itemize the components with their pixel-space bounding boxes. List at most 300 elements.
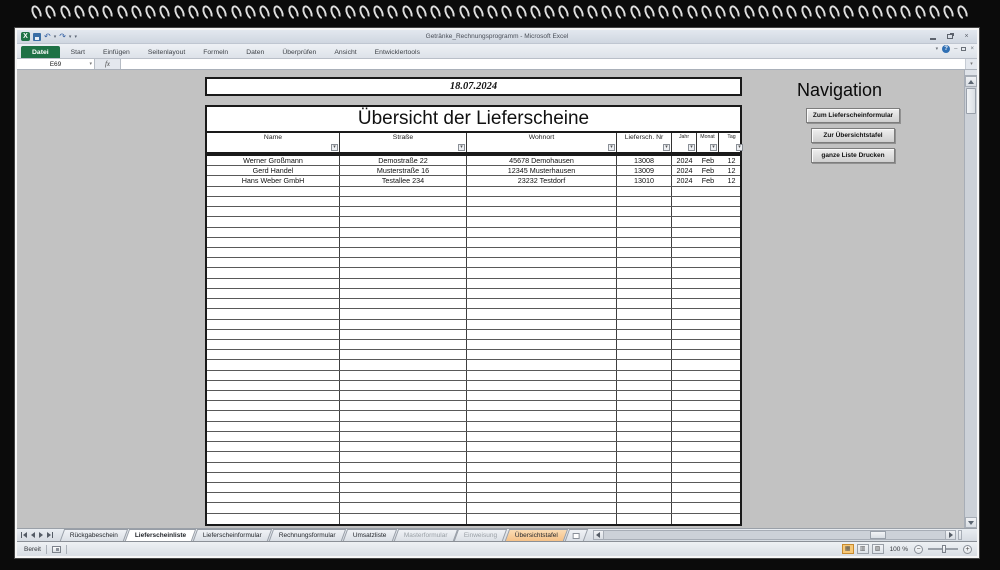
cell-tag[interactable]: 12 [727, 166, 736, 176]
cell-wohnort[interactable] [467, 197, 617, 206]
cell-date-group[interactable] [672, 299, 740, 308]
binding-ring [115, 3, 129, 20]
cell-name[interactable] [207, 483, 340, 492]
cell-strasse[interactable] [340, 452, 467, 461]
cell-date-group[interactable] [672, 514, 740, 524]
cell-strasse[interactable] [340, 360, 467, 369]
cell-liefersch-nr[interactable] [617, 309, 672, 318]
cell-date-group[interactable] [672, 340, 740, 349]
binding-ring [927, 3, 941, 20]
collapse-ribbon-icon[interactable]: ▾ [935, 46, 939, 52]
cell-strasse[interactable]: Demostraße 22 [340, 156, 467, 165]
cell-strasse[interactable] [340, 238, 467, 247]
cell-wohnort[interactable] [467, 360, 617, 369]
sheet-tab-rechnungsformular[interactable] [269, 529, 346, 541]
binding-ring [799, 3, 813, 20]
cell-date-group[interactable] [672, 289, 740, 298]
filter-dropdown-icon[interactable]: ▾ [736, 144, 743, 151]
normal-view-button[interactable]: ▦ [842, 544, 854, 554]
zoom-slider-track[interactable] [928, 548, 958, 550]
cell-wohnort[interactable] [467, 268, 617, 277]
cell-date-group[interactable] [672, 248, 740, 257]
cell-liefersch-nr[interactable]: 13009 [617, 166, 672, 175]
cell-wohnort[interactable] [467, 483, 617, 492]
cell-wohnort[interactable] [467, 493, 617, 502]
cell-date-group[interactable] [672, 350, 740, 359]
sheet-tab-uebersichtstafel[interactable] [504, 529, 567, 541]
binding-ring [428, 3, 442, 20]
cell-wohnort[interactable] [467, 371, 617, 380]
cell-wohnort[interactable]: 45678 Demohausen [467, 156, 617, 165]
filter-dropdown-icon[interactable]: ▾ [688, 144, 695, 151]
cell-name[interactable] [207, 391, 340, 400]
cell-liefersch-nr[interactable]: 13010 [617, 176, 672, 185]
binding-ring [913, 3, 927, 20]
cell-wohnort[interactable] [467, 381, 617, 390]
cell-date-group[interactable] [672, 320, 740, 329]
cell-name[interactable] [207, 217, 340, 226]
sheet-tab-einweisung[interactable] [454, 529, 508, 541]
cell-date-group[interactable] [672, 176, 740, 185]
cell-wohnort[interactable] [467, 391, 617, 400]
sheet-tab-umsatzliste[interactable] [343, 529, 397, 541]
sheet-tab-rueckgabeschein[interactable] [60, 529, 128, 541]
cell-date-group[interactable] [672, 197, 740, 206]
cell-name[interactable] [207, 432, 340, 441]
binding-ring [728, 3, 742, 20]
cell-tag[interactable]: 12 [727, 176, 736, 186]
cell-liefersch-nr[interactable] [617, 197, 672, 206]
cell-liefersch-nr[interactable] [617, 503, 672, 512]
cell-strasse[interactable] [340, 258, 467, 267]
scroll-down-button[interactable] [965, 517, 977, 528]
cell-liefersch-nr[interactable] [617, 187, 672, 196]
cell-date-group[interactable] [672, 422, 740, 431]
cell-strasse[interactable] [340, 187, 467, 196]
cell-name[interactable] [207, 228, 340, 237]
cell-date-group[interactable] [672, 371, 740, 380]
cell-wohnort[interactable] [467, 401, 617, 410]
cell-name[interactable] [207, 371, 340, 380]
cell-name[interactable] [207, 514, 340, 524]
cell-strasse[interactable] [340, 309, 467, 318]
binding-ring [471, 3, 485, 20]
filter-dropdown-icon[interactable]: ▾ [458, 144, 465, 151]
binding-ring [44, 3, 58, 20]
binding-ring [557, 3, 571, 20]
cell-wohnort[interactable] [467, 207, 617, 216]
fx-icon[interactable]: fx [95, 59, 121, 69]
cell-name[interactable] [207, 320, 340, 329]
cell-name[interactable] [207, 422, 340, 431]
cell-date-group[interactable] [672, 207, 740, 216]
cell-wohnort[interactable] [467, 320, 617, 329]
cell-name[interactable] [207, 207, 340, 216]
cell-wohnort[interactable] [467, 473, 617, 482]
ribbon-tab-strip [17, 44, 977, 59]
cell-strasse[interactable] [340, 381, 467, 390]
undo-icon[interactable]: ↶ [44, 31, 51, 41]
cell-monat[interactable]: Feb [701, 166, 715, 176]
table-row [207, 514, 740, 524]
nav-button-zum-lieferscheinformular[interactable]: Zum Lieferscheinformular [806, 108, 900, 123]
cell-name[interactable] [207, 463, 340, 472]
table-row [207, 228, 740, 238]
cell-date-group[interactable] [672, 187, 740, 196]
cell-date-group[interactable] [672, 493, 740, 502]
cell-liefersch-nr[interactable] [617, 207, 672, 216]
cell-date-group[interactable] [672, 442, 740, 451]
cell-name[interactable] [207, 279, 340, 288]
next-sheet-button[interactable] [39, 532, 43, 538]
sheet-tab-lieferscheinliste[interactable] [125, 529, 197, 541]
column-label: Straße [392, 134, 414, 141]
cell-wohnort[interactable] [467, 442, 617, 451]
cell-strasse[interactable] [340, 463, 467, 472]
cell-strasse[interactable] [340, 248, 467, 257]
cell-monat[interactable]: Feb [701, 176, 715, 186]
cell-strasse[interactable] [340, 268, 467, 277]
cell-date-group[interactable] [672, 268, 740, 277]
cell-liefersch-nr[interactable]: 13008 [617, 156, 672, 165]
cell-name[interactable] [207, 411, 340, 420]
cell-liefersch-nr[interactable] [617, 514, 672, 524]
ribbon-tab-daten[interactable]: Daten [246, 49, 265, 56]
cell-name[interactable] [207, 238, 340, 247]
cell-strasse[interactable] [340, 320, 467, 329]
cell-liefersch-nr[interactable] [617, 411, 672, 420]
cell-wohnort[interactable] [467, 187, 617, 196]
cell-strasse[interactable] [340, 514, 467, 524]
formula-input[interactable] [121, 59, 965, 69]
cell-name[interactable] [207, 360, 340, 369]
binding-ring [129, 3, 143, 20]
cell-wohnort[interactable]: 23232 Testdorf [467, 176, 617, 185]
cell-name[interactable] [207, 401, 340, 410]
binding-ring [756, 3, 770, 20]
cell-liefersch-nr[interactable] [617, 432, 672, 441]
cell-strasse[interactable] [340, 493, 467, 502]
cell-liefersch-nr[interactable] [617, 299, 672, 308]
cell-date-group[interactable] [672, 330, 740, 339]
table-row [207, 320, 740, 330]
cell-name[interactable] [207, 299, 340, 308]
cell-wohnort[interactable] [467, 228, 617, 237]
cell-liefersch-nr[interactable] [617, 228, 672, 237]
binding-ring [357, 3, 371, 20]
cell-name[interactable] [207, 197, 340, 206]
ribbon-tab-seitenlayout[interactable]: Seitenlayout [147, 49, 186, 56]
cell-wohnort[interactable] [467, 279, 617, 288]
close-button[interactable]: × [964, 33, 969, 40]
cell-wohnort[interactable] [467, 330, 617, 339]
cell-liefersch-nr[interactable] [617, 289, 672, 298]
cell-liefersch-nr[interactable] [617, 463, 672, 472]
cell-date-group[interactable] [672, 401, 740, 410]
date-header-cell[interactable]: 18.07.2024 [205, 77, 742, 96]
cell-liefersch-nr[interactable] [617, 258, 672, 267]
sheet-tab-masterformular[interactable] [393, 529, 457, 541]
ribbon-tab-entwicklertools[interactable]: Entwicklertools [374, 49, 420, 56]
cell-strasse[interactable] [340, 289, 467, 298]
cell-strasse[interactable] [340, 503, 467, 512]
table-row [207, 166, 740, 176]
scroll-up-button[interactable] [965, 76, 977, 87]
cell-wohnort[interactable]: 12345 Musterhausen [467, 166, 617, 175]
cell-liefersch-nr[interactable] [617, 350, 672, 359]
cell-wohnort[interactable] [467, 503, 617, 512]
cell-wohnort[interactable] [467, 463, 617, 472]
cell-date-group[interactable] [672, 503, 740, 512]
table-row [207, 187, 740, 197]
workbook-close-icon[interactable]: × [970, 46, 974, 52]
cell-strasse[interactable]: Musterstraße 16 [340, 166, 467, 175]
cell-liefersch-nr[interactable] [617, 248, 672, 257]
zoom-in-button[interactable]: + [963, 545, 972, 554]
ribbon-tab-ueberpruefen[interactable]: Überprüfen [282, 49, 317, 56]
cell-liefersch-nr[interactable] [617, 238, 672, 247]
cell-date-group[interactable] [672, 309, 740, 318]
cell-liefersch-nr[interactable] [617, 442, 672, 451]
binding-ring [642, 3, 656, 20]
sheet-tab-label: Übersichtstafel [514, 532, 558, 539]
help-icon[interactable]: ? [942, 45, 950, 53]
cell-strasse[interactable] [340, 432, 467, 441]
cell-name[interactable] [207, 187, 340, 196]
cell-liefersch-nr[interactable] [617, 268, 672, 277]
ribbon-tab-formeln[interactable]: Formeln [203, 49, 229, 56]
cell-liefersch-nr[interactable] [617, 401, 672, 410]
cell-date-group[interactable] [672, 258, 740, 267]
cell-name[interactable] [207, 381, 340, 390]
scroll-left-button[interactable] [593, 530, 604, 540]
cell-strasse[interactable] [340, 279, 467, 288]
cell-liefersch-nr[interactable] [617, 371, 672, 380]
binding-ring [400, 3, 414, 20]
table-row [207, 493, 740, 503]
cell-name[interactable] [207, 289, 340, 298]
redo-icon[interactable]: ↷ [59, 31, 66, 41]
column-label: Wohnort [528, 134, 555, 141]
cell-name[interactable]: Gerd Handel [207, 166, 340, 175]
cell-name[interactable] [207, 493, 340, 502]
cell-strasse[interactable] [340, 330, 467, 339]
cell-liefersch-nr[interactable] [617, 217, 672, 226]
formula-bar [17, 59, 977, 70]
horizontal-scrollbar[interactable] [593, 530, 962, 540]
cell-wohnort[interactable] [467, 299, 617, 308]
sheet-tab-lieferscheinformular[interactable] [193, 529, 272, 541]
minimize-button[interactable] [925, 32, 940, 42]
nav-button-ganze-liste-drucken[interactable]: ganze Liste Drucken [811, 148, 895, 163]
name-box-dropdown-icon[interactable]: ▾ [89, 61, 92, 67]
nav-button-zur-uebersichtstafel[interactable]: Zur Übersichtstafel [811, 128, 895, 143]
cell-wohnort[interactable] [467, 422, 617, 431]
filter-dropdown-icon[interactable]: ▾ [663, 144, 670, 151]
cell-wohnort[interactable] [467, 514, 617, 524]
cell-jahr[interactable]: 2024 [676, 166, 693, 176]
page-layout-view-button[interactable]: ▥ [857, 544, 869, 554]
cell-date-group[interactable] [672, 360, 740, 369]
cell-name[interactable] [207, 452, 340, 461]
cell-date-group[interactable] [672, 156, 740, 165]
redo-dropdown-icon[interactable]: ▾ [68, 33, 72, 40]
cell-liefersch-nr[interactable] [617, 473, 672, 482]
expand-formula-bar-icon[interactable]: ▾ [965, 59, 977, 69]
binding-ring [528, 3, 542, 20]
cell-jahr[interactable]: 2024 [676, 156, 693, 165]
cell-monat[interactable]: Feb [701, 156, 715, 165]
binding-ring [785, 3, 799, 20]
cell-name[interactable] [207, 268, 340, 277]
filter-dropdown-icon[interactable]: ▾ [710, 144, 717, 151]
cell-name[interactable]: Werner Großmann [207, 156, 340, 165]
undo-dropdown-icon[interactable]: ▾ [53, 33, 57, 40]
binding-ring [713, 3, 727, 20]
status-separator [46, 545, 47, 554]
cell-wohnort[interactable] [467, 452, 617, 461]
sheet-tab-label: Einweisung [464, 532, 498, 539]
zoom-level[interactable]: 100 % [889, 545, 908, 553]
cell-strasse[interactable] [340, 207, 467, 216]
cell-liefersch-nr[interactable] [617, 483, 672, 492]
binding-ring [72, 3, 86, 20]
ribbon-tab-einfuegen[interactable]: Einfügen [102, 49, 130, 56]
cell-wohnort[interactable] [467, 309, 617, 318]
cell-date-group[interactable] [672, 432, 740, 441]
customize-qat-icon[interactable]: ▾ [74, 33, 77, 40]
cell-liefersch-nr[interactable] [617, 391, 672, 400]
cell-strasse[interactable] [340, 228, 467, 237]
cell-wohnort[interactable] [467, 411, 617, 420]
macro-record-icon[interactable] [52, 546, 61, 553]
vertical-scroll-thumb[interactable] [966, 88, 976, 114]
binding-ring [86, 3, 100, 20]
filter-dropdown-icon[interactable]: ▾ [608, 144, 615, 151]
cell-liefersch-nr[interactable] [617, 422, 672, 431]
first-sheet-button[interactable] [21, 532, 27, 538]
cell-strasse[interactable] [340, 350, 467, 359]
name-box[interactable] [17, 59, 95, 69]
cell-liefersch-nr[interactable] [617, 340, 672, 349]
cell-date-group[interactable] [672, 463, 740, 472]
cell-name[interactable] [207, 473, 340, 482]
binding-ring [614, 3, 628, 20]
tab-split-handle[interactable] [958, 530, 962, 540]
cell-wohnort[interactable] [467, 432, 617, 441]
status-separator [66, 545, 67, 554]
cell-date-group[interactable] [672, 381, 740, 390]
table-row [207, 299, 740, 309]
cell-wohnort[interactable] [467, 350, 617, 359]
cell-name[interactable] [207, 340, 340, 349]
cell-strasse[interactable] [340, 197, 467, 206]
cell-name[interactable] [207, 503, 340, 512]
scroll-right-button[interactable] [945, 530, 956, 540]
cell-date-group[interactable] [672, 279, 740, 288]
binding-ring [186, 3, 200, 20]
cell-name[interactable] [207, 258, 340, 267]
cell-wohnort[interactable] [467, 289, 617, 298]
cell-tag[interactable]: 12 [727, 156, 736, 165]
zoom-out-button[interactable]: − [914, 545, 923, 554]
ribbon-tab-ansicht[interactable]: Ansicht [334, 49, 357, 56]
cell-strasse[interactable] [340, 422, 467, 431]
cell-strasse[interactable] [340, 217, 467, 226]
cell-strasse[interactable] [340, 371, 467, 380]
cell-strasse[interactable]: Testallee 234 [340, 176, 467, 185]
cell-date-group[interactable] [672, 483, 740, 492]
cell-date-group[interactable] [672, 411, 740, 420]
cell-date-group[interactable] [672, 238, 740, 247]
cell-name[interactable] [207, 248, 340, 257]
workbook-restore-icon[interactable] [961, 47, 966, 51]
cell-name[interactable] [207, 442, 340, 451]
horizontal-scroll-track[interactable] [604, 530, 945, 540]
page-break-view-button[interactable]: ▨ [872, 544, 884, 554]
cell-strasse[interactable] [340, 411, 467, 420]
cell-wohnort[interactable] [467, 217, 617, 226]
cell-strasse[interactable] [340, 483, 467, 492]
cell-wohnort[interactable] [467, 238, 617, 247]
cell-date-group[interactable] [672, 473, 740, 482]
cell-strasse[interactable] [340, 391, 467, 400]
cell-name[interactable] [207, 350, 340, 359]
cell-strasse[interactable] [340, 442, 467, 451]
cell-date-group[interactable] [672, 391, 740, 400]
cell-wohnort[interactable] [467, 258, 617, 267]
cell-name[interactable] [207, 330, 340, 339]
vertical-scroll-track[interactable] [965, 115, 977, 517]
cell-strasse[interactable] [340, 473, 467, 482]
cell-strasse[interactable] [340, 299, 467, 308]
cell-date-group[interactable] [672, 166, 740, 175]
cell-jahr[interactable]: 2024 [676, 176, 693, 186]
horizontal-scroll-thumb[interactable] [870, 531, 886, 539]
last-sheet-button[interactable] [47, 532, 53, 538]
cell-date-group[interactable] [672, 228, 740, 237]
zoom-slider-thumb[interactable] [942, 545, 946, 553]
insert-sheet-tab[interactable] [564, 529, 587, 541]
restore-button[interactable] [942, 32, 957, 42]
cell-strasse[interactable] [340, 340, 467, 349]
cell-wohnort[interactable] [467, 340, 617, 349]
cell-date-group[interactable] [672, 217, 740, 226]
cell-liefersch-nr[interactable] [617, 493, 672, 502]
ribbon-tab-datei[interactable]: Datei [21, 46, 60, 58]
sheet-tab-label: Umsatzliste [352, 532, 387, 539]
filter-dropdown-icon[interactable]: ▾ [331, 144, 338, 151]
binding-ring [699, 3, 713, 20]
cell-liefersch-nr[interactable] [617, 360, 672, 369]
cell-liefersch-nr[interactable] [617, 381, 672, 390]
ribbon-tab-start[interactable]: Start [70, 49, 85, 56]
cell-name[interactable] [207, 309, 340, 318]
vertical-scrollbar[interactable] [964, 70, 977, 528]
previous-sheet-button[interactable] [31, 532, 35, 538]
cell-strasse[interactable] [340, 401, 467, 410]
cell-name[interactable]: Hans Weber GmbH [207, 176, 340, 185]
workbook-minimize-icon[interactable]: – [954, 46, 958, 52]
cell-liefersch-nr[interactable] [617, 279, 672, 288]
cell-liefersch-nr[interactable] [617, 330, 672, 339]
cell-liefersch-nr[interactable] [617, 320, 672, 329]
binding-ring [29, 3, 43, 20]
cell-wohnort[interactable] [467, 248, 617, 257]
binding-ring [329, 3, 343, 20]
cell-date-group[interactable] [672, 452, 740, 461]
cell-liefersch-nr[interactable] [617, 452, 672, 461]
